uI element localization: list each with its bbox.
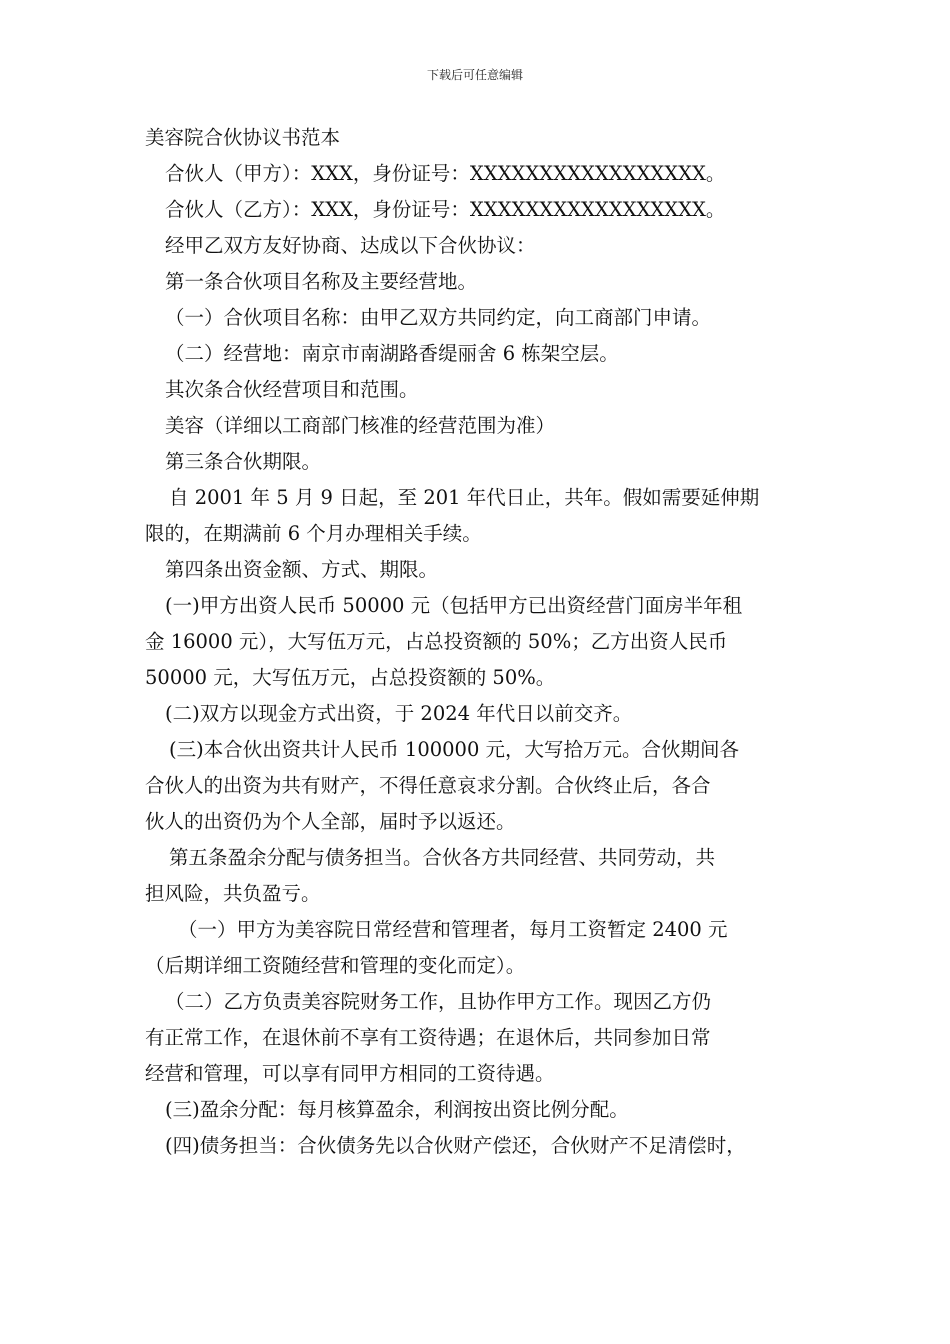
preamble-line: 经甲乙双方友好协商、达成以下合伙协议： <box>165 234 536 257</box>
article-5-heading-line-2: 担风险，共负盈亏。 <box>145 882 321 905</box>
article-1-item-2: （二）经营地：南京市南湖路香缇丽舍 6 栋架空层。 <box>165 342 619 365</box>
article-4-item-3-line-1: (三)本合伙出资共计人民币 100000 元，大写拾万元。合伙期间各 <box>169 738 740 761</box>
party-b-line: 合伙人（乙方）：XXX，身份证号：XXXXXXXXXXXXXXXXX。 <box>165 198 726 221</box>
party-a-line: 合伙人（甲方）：XXX，身份证号：XXXXXXXXXXXXXXXXX。 <box>165 162 726 185</box>
article-5-item-2-line-2: 有正常工作，在退休前不享有工资待遇；在退休后，共同参加日常 <box>145 1026 711 1049</box>
article-4-item-1-line-1: (一)甲方出资人民币 50000 元（包括甲方已出资经营门面房半年租 <box>165 594 743 617</box>
document-body <box>145 120 810 1164</box>
article-4-item-1-line-2: 金 16000 元），大写伍万元，占总投资额的 50%；乙方出资人民币 <box>145 630 728 653</box>
article-4-item-2: (二)双方以现金方式出资，于 2024 年代日以前交齐。 <box>165 702 633 725</box>
article-5-item-2-line-3: 经营和管理，可以享有同甲方相同的工资待遇。 <box>145 1062 555 1085</box>
article-4-heading: 第四条出资金额、方式、期限。 <box>165 558 439 581</box>
article-3-heading: 第三条合伙期限。 <box>165 450 322 473</box>
article-5-heading-line-1: 第五条盈余分配与债务担当。合伙各方共同经营、共同劳动，共 <box>169 846 716 869</box>
article-2-heading: 其次条合伙经营项目和范围。 <box>165 378 419 401</box>
article-5-item-1-line-1: （一）甲方为美容院日常经营和管理者，每月工资暂定 2400 元 <box>178 918 728 941</box>
document-title: 美容院合伙协议书范本 <box>145 126 341 149</box>
article-5-item-4-line-1: (四)债务担当：合伙债务先以合伙财产偿还，合伙财产不足清偿时， <box>165 1134 746 1157</box>
article-1-heading: 第一条合伙项目名称及主要经营地。 <box>165 270 478 293</box>
article-2-body: 美容（详细以工商部门核准的经营范围为准） <box>165 414 556 437</box>
article-3-body-line-2: 限的，在期满前 6 个月办理相关手续。 <box>145 522 482 545</box>
article-1-item-1: （一）合伙项目名称：由甲乙双方共同约定，向工商部门申请。 <box>165 306 712 329</box>
article-4-item-3-line-3: 伙人的出资仍为个人全部，届时予以返还。 <box>145 810 516 833</box>
article-5-item-1-line-2: （后期详细工资随经营和管理的变化而定）。 <box>145 954 526 977</box>
article-4-item-1-line-3: 50000 元，大写伍万元，占总投资额的 50%。 <box>145 666 556 689</box>
article-4-item-3-line-2: 合伙人的出资为共有财产，不得任意哀求分割。合伙终止后，各合 <box>145 774 711 797</box>
page-header-note: 下载后可任意编辑 <box>426 68 523 82</box>
article-5-item-2-line-1: （二）乙方负责美容院财务工作，且协作甲方工作。现因乙方仍 <box>165 990 712 1013</box>
article-5-item-3: (三)盈余分配：每月核算盈余，利润按出资比例分配。 <box>165 1098 629 1121</box>
article-3-body-line-1: 自 2001 年 5 月 9 日起，至 201 年代日止，共年。假如需要延伸期 <box>169 486 760 509</box>
